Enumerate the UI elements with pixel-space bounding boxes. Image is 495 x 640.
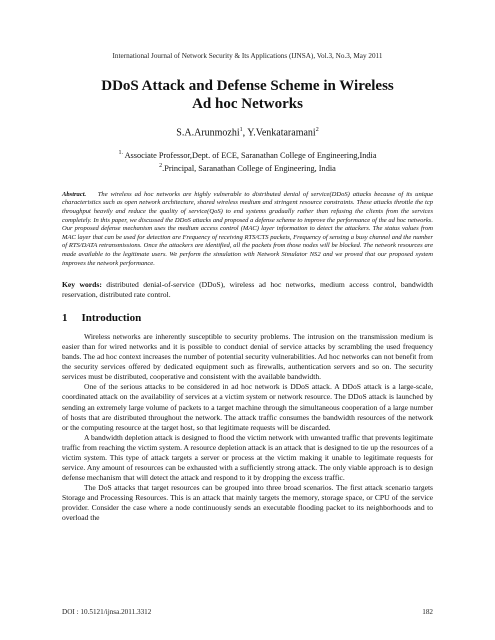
keywords-text: distributed denial-of-service (DDoS), wireless ad hoc networks, medium access control, bandwidth reservation, distributed rate control. (62, 280, 433, 300)
affiliations (62, 148, 433, 174)
body-paragraph: One of the serious attacks to be considered in ad hoc network is DDoS attack. A DDoS attack is a large-scale, coordinated attack on the availability of services at a victim system or network resource. The DDoS attack is launched by sending an extremely large volume of packets to a target machine through the simultaneous cooperation of a large number of hosts that are distributed throughout the network. The attack traffic consumes the bandwidth resources of the network or the computing resource at the target host, so that legitimate requests will be discarded. (62, 382, 433, 432)
abstract-text: The wireless ad hoc networks are highly vulnerable to distributed denial of service(DDoS) attacks because of its unique characteristics such as open network architecture, shared wireless medium and stringent resource constraints. These attacks throttle the tcp throughput heavily and reduce the quality of service(QoS) to end systems gradually rather than refusing the clients from the services completely. In this paper, we discussed the DDoS attacks and proposed a defense scheme to improve the performance of the ad hoc networks. Our proposed defense mechanism uses the medium access control (MAC) layer information to detect the attackers. The status values from MAC layer that can be used for detection are Frequency of receiving RTS/CTS packets, Frequency of sensing a busy channel and the number of RTS/DATA retransmissions. Once the attackers are identified, all the packets from those nodes will be blocked. The network resources are made available to the legitimate users. We perform the simulation with Network Simulator NS2 and we proved that our proposed system improves the network performance. (62, 190, 433, 267)
page-footer (62, 608, 433, 616)
doi-text: DOI : 10.5121/ijnsa.2011.3312 (62, 608, 152, 616)
section-title: Introduction (81, 312, 142, 325)
body-paragraph: A bandwidth depletion attack is designed to flood the victim network with unwanted traffic that prevents legitimate traffic from reaching the victim system. A resource depletion attack is an attack that is designed to tie up the resources of a victim system. This type of attack targets a server or process at the victim making it unable to legitimate requests for service. Any amount of resources can be exhausted with a sufficiently strong attack. The only viable approach is to design defense mechanism that will detect the attack and respond to it by dropping the excess traffic. (62, 432, 433, 482)
author-name: Y.Venkataramani (247, 127, 316, 139)
abstract (62, 191, 433, 268)
affiliation-sup: 1. (118, 150, 123, 157)
abstract-label: Abstract. (62, 190, 87, 198)
author-sup: 1 (239, 127, 243, 133)
affiliation-sup: 2 (159, 163, 163, 170)
body-paragraph: The DoS attacks that target resources can be grouped into three broad scenarios. The first attack scenario targets Storage and Processing Resources. This is an attack that mainly targets the memory, storage space, or CPU of the service provider. Consider the case where a node continuously sends an executable flooding packet to its neighborhoods and to overload the (62, 482, 433, 523)
author-line (62, 127, 433, 138)
author-name: S.A.Arunmozhi (176, 127, 240, 139)
affiliation-1 (62, 148, 433, 161)
affiliation-text: Associate Professor,Dept. of ECE, Saranathan College of Engineering,India (122, 151, 377, 161)
page-number: 182 (422, 608, 433, 616)
keywords-label: Key words: (62, 280, 102, 290)
author-sup: 2 (315, 127, 319, 133)
author-separator: , (242, 127, 248, 139)
section-number: 1 (62, 312, 68, 325)
body-paragraph: Wireless networks are inherently susceptible to security problems. The intrusion on the transmission medium is easier than for wired networks and it is possible to conduct denial of service attacks by scrambling the used frequency bands. The ad hoc context increases the number of potential security vulnerabilities. Ad hoc networks can not benefit from the security services offered by dedicated equipment such as firewalls, authentication servers and so on. The security services must be distributed, cooperative and consistent with the available bandwidth. (62, 332, 433, 382)
journal-header: International Journal of Network Security & Its Applications (IJNSA), Vol.3, No.3, May 2011 (112, 52, 383, 60)
keywords (62, 280, 433, 300)
affiliation-2 (62, 161, 433, 174)
affiliation-text: .Principal, Saranathan College of Engineering, India (162, 163, 336, 173)
paper-title: DDoS Attack and Defense Scheme in Wireless Ad hoc Networks (101, 78, 394, 112)
section-heading (62, 312, 433, 324)
